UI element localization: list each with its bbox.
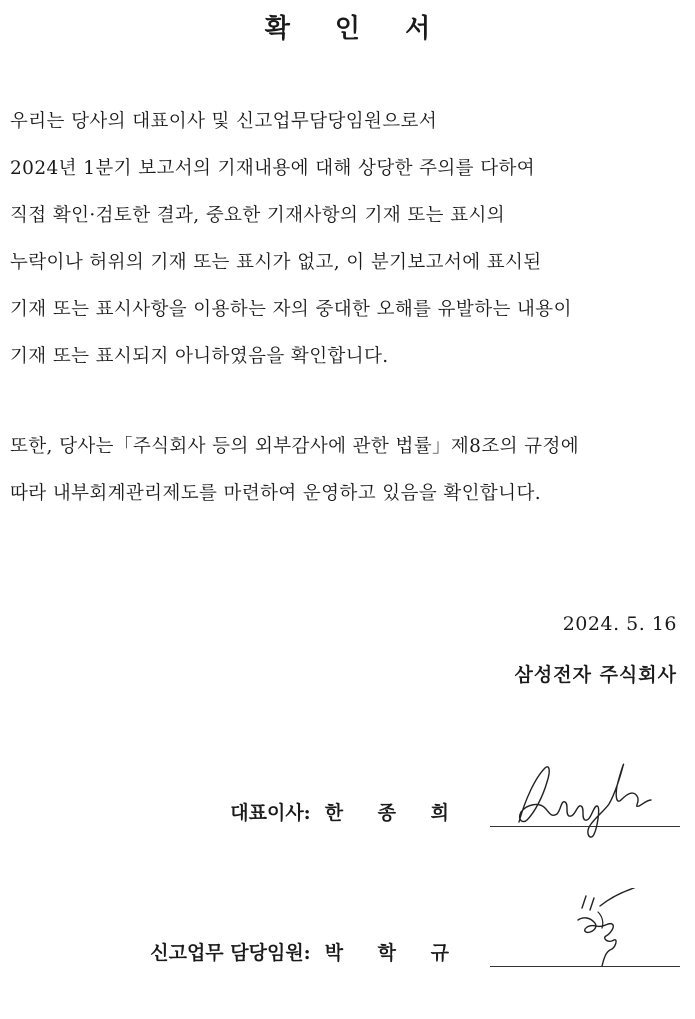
handwritten-signature (505, 760, 655, 840)
paragraph-line: 우리는 당사의 대표이사 및 신고업무담당임원으로서 (10, 111, 438, 132)
signatory-name: 한 종 희 (324, 802, 463, 824)
document-title: 확 인 서 (264, 14, 449, 44)
signatory-ceo (0, 798, 695, 858)
confirmation-paragraph (10, 98, 690, 380)
paragraph-line: 누락이나 허위의 기재 또는 표시가 없고, 이 분기보고서에 표시된 (10, 252, 542, 273)
paragraph-line: 기재 또는 표시되지 아니하였음을 확인합니다. (10, 346, 389, 367)
paragraph-line: 또한, 당사는「주식회사 등의 외부감사에 관한 법률」제8조의 규정에 (10, 436, 579, 457)
document-date: 2024. 5. 16 (562, 613, 677, 635)
signatory-role: 대표이사: (230, 802, 311, 824)
paragraph-line: 기재 또는 표시사항을 이용하는 자의 중대한 오해를 유발하는 내용이 (10, 299, 572, 320)
signatory-disclosure-officer (0, 938, 695, 998)
signatory-name: 박 학 규 (324, 942, 463, 964)
paragraph-line: 따라 내부회계관리제도를 마련하여 운영하고 있음을 확인합니다. (10, 483, 542, 504)
internal-control-paragraph (10, 423, 690, 517)
signatory-role: 신고업무 담당임원: (150, 942, 311, 964)
paragraph-line: 2024년 1분기 보고서의 기재내용에 대해 상당한 주의를 다하여 (10, 158, 536, 179)
handwritten-signature (560, 888, 650, 968)
company-name: 삼성전자 주식회사 (514, 664, 677, 686)
paragraph-line: 직접 확인·검토한 결과, 중요한 기재사항의 기재 또는 표시의 (10, 205, 506, 226)
